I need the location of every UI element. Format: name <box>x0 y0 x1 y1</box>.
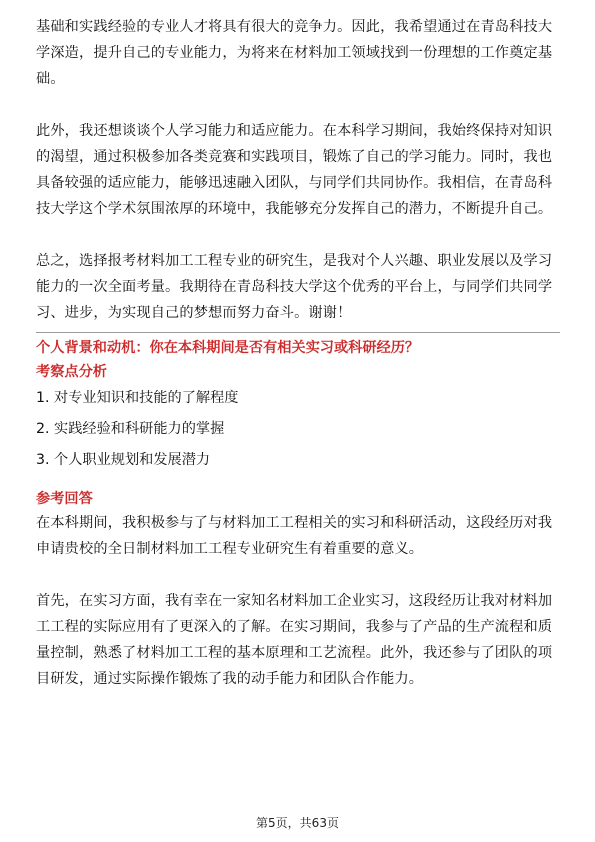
text-line: 能力的一次全面考量。我期待在青岛科技大学这个优秀的平台上，与同学们共同学 <box>36 279 553 295</box>
analysis-list <box>36 383 560 476</box>
text-line: 首先，在实习方面，我有幸在一家知名材料加工企业实习，这段经历让我对材料加 <box>36 593 553 609</box>
body-paragraph-3 <box>36 248 560 326</box>
answer-heading: 参考回答 <box>36 491 93 507</box>
section-divider <box>36 332 560 333</box>
text-line: 量控制，熟悉了材料加工工程的基本原理和工艺流程。此外，我还参与了团队的项 <box>36 645 553 661</box>
list-item: 1. 对专业知识和技能的了解程度 <box>36 390 239 406</box>
text-line: 学深造，提升自己的专业能力，为将来在材料加工领域找到一份理想的工作奠定基 <box>36 45 553 61</box>
body-paragraph-2 <box>36 118 560 222</box>
text-line: 申请贵校的全日制材料加工工程专业研究生有着重要的意义。 <box>36 541 424 557</box>
analysis-heading: 考察点分析 <box>36 364 107 380</box>
text-line: 技大学这个学术氛围浓厚的环境中，我能够充分发挥自己的潜力，不断提升自己。 <box>36 201 553 217</box>
text-line: 具备较强的适应能力，能够迅速融入团队，与同学们共同协作。我相信，在青岛科 <box>36 175 553 191</box>
text-line: 工工程的实际应用有了更深入的了解。在实习期间，我参与了产品的生产流程和质 <box>36 619 553 635</box>
body-paragraph-1 <box>36 14 560 92</box>
text-line: 础。 <box>36 71 65 87</box>
page-number: 第5页，共63页 <box>256 816 339 830</box>
list-item: 3. 个人职业规划和发展潜力 <box>36 452 211 468</box>
text-line: 基础和实践经验的专业人才将具有很大的竞争力。因此，我希望通过在青岛科技大 <box>36 19 553 35</box>
text-line: 的渴望，通过积极参加各类竞赛和实践项目，锻炼了自己的学习能力。同时，我也 <box>36 149 553 165</box>
text-line: 目研发，通过实际操作锻炼了我的动手能力和团队合作能力。 <box>36 671 424 687</box>
answer-paragraph-2 <box>36 588 560 692</box>
page-content <box>36 14 560 692</box>
question-title: 个人背景和动机：你在本科期间是否有相关实习或科研经历？ <box>36 340 420 356</box>
paragraph-gap <box>36 92 560 118</box>
text-line: 习、进步，为实现自己的梦想而努力奋斗。谢谢！ <box>36 305 352 321</box>
answer-paragraph-1 <box>36 510 560 562</box>
text-line: 在本科期间，我积极参与了与材料加工工程相关的实习和科研活动，这段经历对我 <box>36 515 553 531</box>
paragraph-gap <box>36 222 560 248</box>
paragraph-gap <box>36 562 560 588</box>
list-item: 2. 实践经验和科研能力的掌握 <box>36 421 225 437</box>
section-gap <box>36 476 560 488</box>
text-line: 总之，选择报考材料加工工程专业的研究生，是我对个人兴趣、职业发展以及学习 <box>36 253 553 269</box>
text-line: 此外，我还想谈谈个人学习能力和适应能力。在本科学习期间，我始终保持对知识 <box>36 123 553 139</box>
